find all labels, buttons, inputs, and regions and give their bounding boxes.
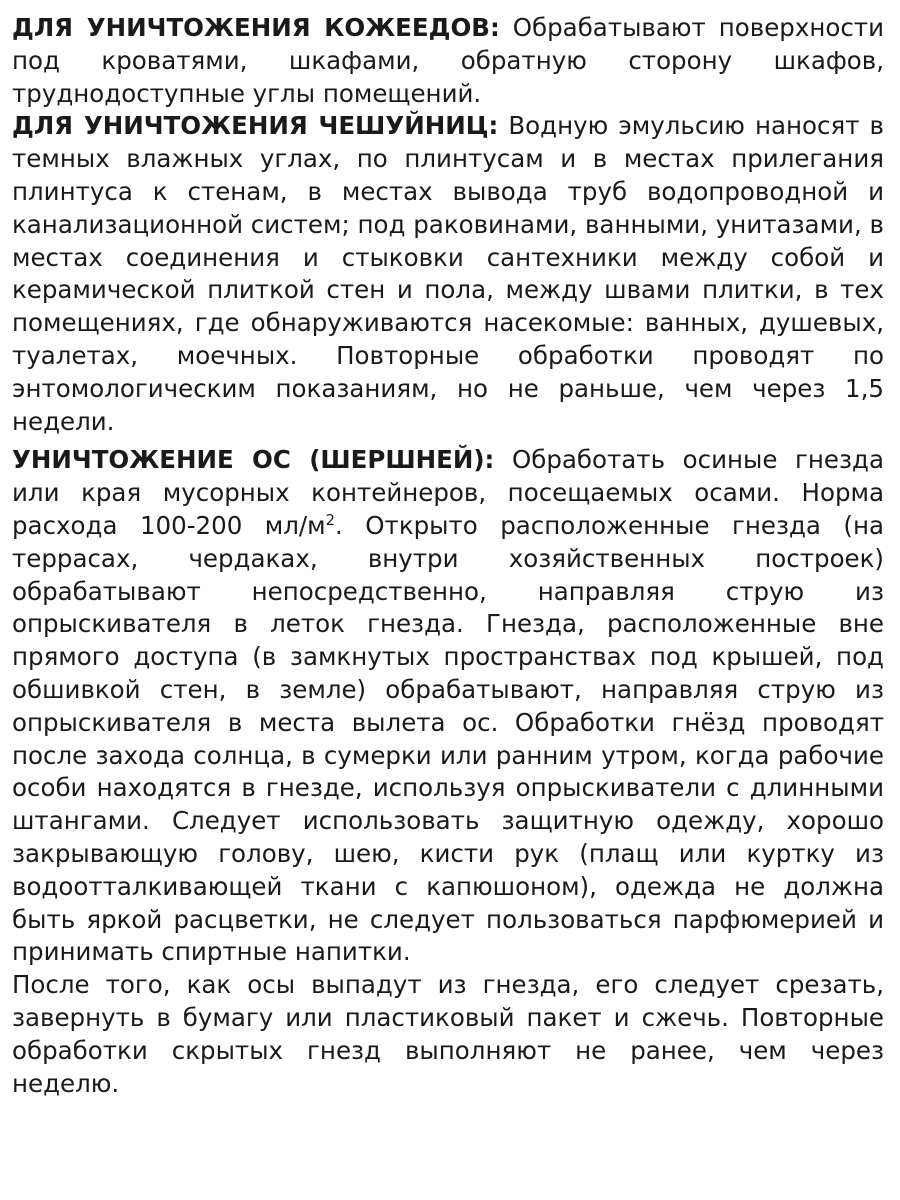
heading-osy: УНИЧТОЖЕНИЕ ОС (ШЕРШНЕЙ): (12, 445, 495, 475)
paragraph-osy-followup (12, 969, 884, 1100)
heading-cheshuinitsy: ДЛЯ УНИЧТОЖЕНИЯ ЧЕШУЙНИЦ: (12, 111, 499, 141)
instruction-document (12, 12, 884, 1100)
body-kozheedy: Обрабатывают поверхности под кроватями, шкафами, обратную сторону шкафов, труднодоступные углы помещений. (12, 13, 884, 108)
body-osy-followup: После того, как осы выпадут из гнезда, его следует срезать, завернуть в бумагу или пластиковый пакет и сжечь. Повторные обработки скрытых гнезд выполняют не ранее, чем через неделю. (12, 970, 884, 1098)
body-osy-part2: . Открыто расположенные гнезда (на террасах, чердаках, внутри хозяйственных построек) обрабатывают непосредственно, направляя струю из опрыскивателя в леток гнезда. Гнезда, расположенные вне прямого доступа (в замкнутых пространствах под крышей, под обшивкой стен, в земле) обрабатывают, направляя струю из опрыскивателя в места вылета ос. Обработки гнёзд проводят после захода солнца, в сумерки или ранним утром, когда рабочие особи находятся в гнезде, используя опрыскиватели с длинными штангами. Следует использовать защитную одежду, хорошо закрывающую голову, шею, кисти рук (плащ или куртку из водоотталкивающей ткани с капюшоном), одежда не должна быть яркой расцветки, не следует пользоваться парфюмерией и принимать спиртные напитки. (12, 510, 884, 967)
paragraph-cheshuinitsy (12, 110, 884, 438)
heading-kozheedy: ДЛЯ УНИЧТОЖЕНИЯ КОЖЕЕДОВ: (12, 13, 500, 42)
paragraph-kozheedy (12, 12, 884, 110)
superscript-2: 2 (325, 511, 336, 529)
body-osy-part1: Обработать осиные гнезда или края мусорных контейнеров, посещаемых осами. Норма расхода 100-200 мл/м (12, 445, 884, 540)
paragraph-osy (12, 444, 884, 969)
body-cheshuinitsy: Водную эмульсию наносят в темных влажных углах, по плинтусам и в местах прилегания плинтуса к стенам, в местах вывода труб водопроводной и канализационной систем; под раковинами, ванными, унитазами, в местах соединения и стыковки сантехники между собой и керамической плиткой стен и пола, между швами плитки, в тех помещениях, где обнаруживаются насекомые: ванных, душевых, туалетах, моечных. Повторные обработки проводят по энтомологическим показаниям, но не раньше, чем через 1,5 недели. (12, 111, 884, 436)
